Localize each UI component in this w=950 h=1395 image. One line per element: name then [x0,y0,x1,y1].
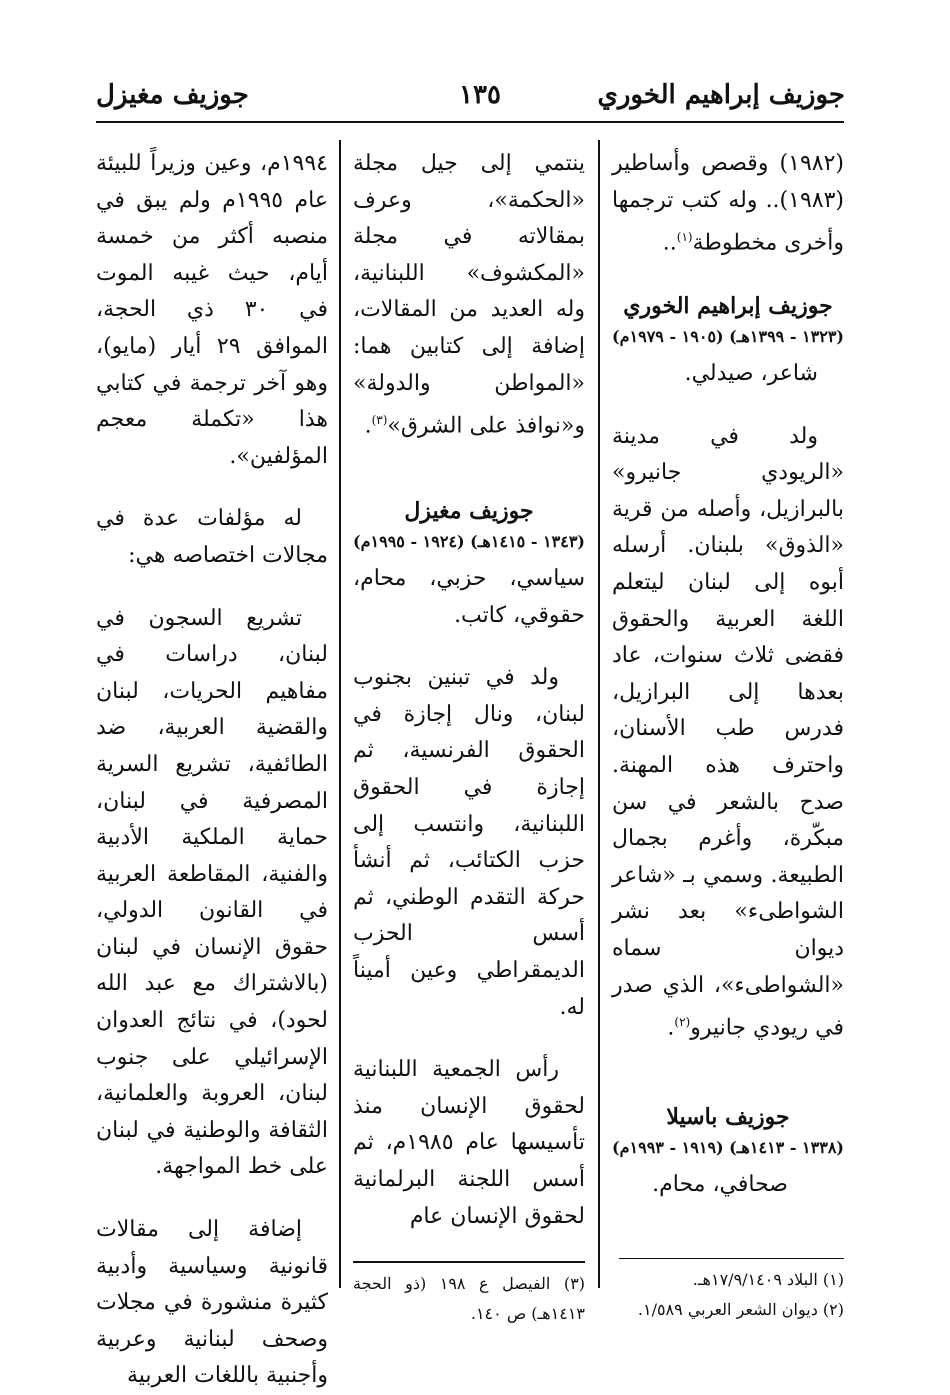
header-rule [96,121,844,123]
entry-name: جوزيف مغيزل [404,498,534,525]
entry-role: صحافي، محام. [652,1172,788,1198]
entry-bio: رأس الجمعية اللبنانية لحقوق الإنسان منذ تأسيسها عام ١٩٨٥م، ثم أسس اللجنة البرلمانية لحقوق الإنسان عام [353,1057,585,1229]
entry-dates: (١٣٣٨ - ١٤١٣هـ) (١٩١٩ - ١٩٩٣م) [612,1138,844,1158]
footnote-ref: (١) [676,230,693,245]
running-head-right: جوزيف إبراهيم الخوري [597,80,845,110]
footnote: (٣) الفيصل ع ١٩٨ (ذو الحجة ١٤١٣هـ) ص ١٤٠. [353,1273,585,1323]
page-number: ١٣٥ [459,80,501,110]
column-left [96,146,328,1395]
works-list: تشريع السجون في لبنان، دراسات في مفاهيم الحريات، لبنان والقضية العربية، ضد الطائفية، تشريع السرية المصرفية في لبنان، حماية الملكية الأدبية والفنية، المقاطعة العربية في القانون الدولي، حقوق الإنسان في لبنان (بالاشتراك مع عبد الله لحود)، في نتائج العدوان الإسرائيلي على جنوب لبنان، العروبة والعلمانية، الثقافة والوطنية في لبنان على خط المواجهة. [96,605,328,1180]
paragraph: له مؤلفات عدة في مجالات اختصاصه هي: [96,506,328,568]
column-right [612,146,844,1325]
column-divider-right [598,140,600,1288]
footnote: (٢) ديوان الشعر العربي ١/٥٨٩. [637,1300,844,1320]
entry-dates: (١٣٢٣ - ١٣٩٩هـ) (١٩٠٥ - ١٩٧٩م) [612,327,844,347]
entry-bio: ولد في تبنين بجنوب لبنان، ونال إجازة في الحقوق الفرنسية، ثم إجازة في الحقوق اللبنانية، وانتسب إلى حزب الكتائب، ثم أنشأ حركة التقدم الوطني، ثم أسس الحزب الديمقراطي وعين أميناً له. [353,665,585,1020]
paragraph: إضافة إلى مقالات قانونية وسياسية وأدبية كثيرة منشورة في مجلات وصحف لبنانية وعربية وأجنبية باللغات العربية [96,1217,328,1389]
entry-bio: ولد في مدينة «الريودي جانيرو» بالبرازيل، وأصله من قرية «الذوق» بلبنان. أرسله أبوه إلى لبنان ليتعلم اللغة العربية والحقوق فقضى ثلاث سنوات، عاد بعدها إلى البرازيل، فدرس طب الأسنان، واحترف هذه المهنة. صدح بالشعر في سن مبكّرة، وأغرم بجمال الطبيعة. وسمي بـ «شاعر الشواطىء» بعد نشر ديوان سماه «الشواطىء»، الذي صدر في ريودي جانيرو$^{(٢)}$. [612,423,844,1041]
continued-paragraph: ينتمي إلى جيل مجلة «الحكمة»، وعرف بمقالاته في مجلة «المكشوف» اللبنانية، وله العديد من المقالات، إضافة إلى كتابين هما: «المواطن والدولة» و«نوافذ على الشرق»$^{(٣)}$. [353,151,585,439]
column-middle [353,146,585,1329]
entry-role: سياسي، حزبي، محام، حقوقي، كاتب. [353,566,585,628]
continued-paragraph: (١٩٨٢) وقصص وأساطير (١٩٨٣).. وله كتب ترجمها وأخرى مخطوطة$^{(١)}$.. [612,151,844,256]
entry-role: شاعر، صيدلي. [684,361,818,387]
footnote-rule [353,1261,585,1263]
footnote: (١) البلاد ١٧/٩/١٤٠٩هـ. [692,1270,844,1290]
continued-paragraph: ١٩٩٤م، وعين وزيراً للبيئة عام ١٩٩٥م ولم يبق في منصبه أكثر من خمسة أيام، حيث غيبه الموت في ٣٠ ذي الحجة، الموافق ٢٩ أيار (مايو)، وهو آخر ترجمة في كتابي هذا «تكملة معجم المؤلفين». [96,151,328,469]
column-divider-left [339,140,341,1288]
footnote-rule [619,1258,844,1260]
footnote-ref: (٣) [371,413,388,428]
running-head-left: جوزيف مغيزل [96,80,249,110]
entry-name: جوزيف إبراهيم الخوري [623,293,833,320]
entry-dates: (١٣٤٣ - ١٤١٥هـ) (١٩٢٤ - ١٩٩٥م) [353,532,585,552]
entry-name: جوزيف باسيلا [666,1104,790,1131]
footnote-ref: (٢) [674,1015,691,1030]
